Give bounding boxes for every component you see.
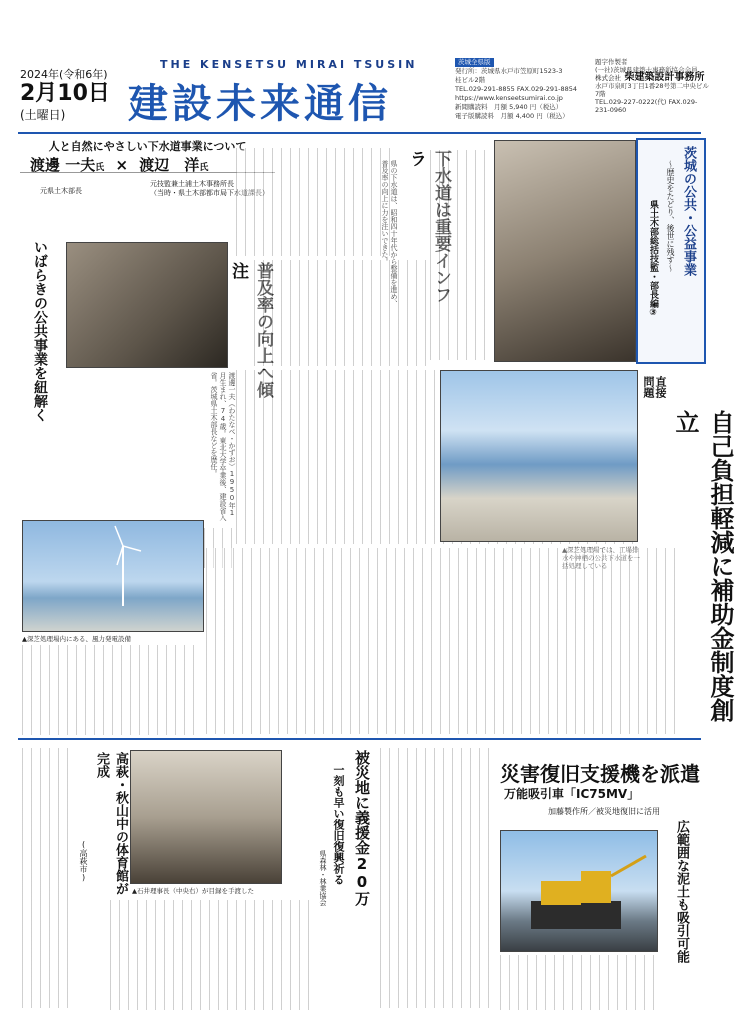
edition-tag: 茨城全県版	[455, 58, 494, 67]
section-divider	[18, 738, 701, 740]
direct-question-label-1: 直接	[654, 376, 667, 398]
suction-vehicle-icon	[501, 831, 657, 951]
issue-date	[20, 66, 120, 123]
issue-day: 2月10日	[20, 81, 110, 106]
interview-photo-left	[66, 242, 228, 368]
price-digital: 電子版購読料 月額 4,400 円（税込）	[455, 112, 569, 120]
wind-photo-caption: ▲深芝処理場内にある、風力発電設備	[22, 635, 131, 643]
treatment-plant-caption: ▲深芝処理場では、工場排水や神栖の公共下水道を一括処理している	[562, 546, 640, 570]
suction-vehicle-photo	[500, 830, 658, 952]
interview-names: 渡邊 一夫氏 × 渡辺 洋氏	[30, 156, 209, 174]
designer-tel: TEL.029-227-0222(代) FAX.029-231-0960	[595, 98, 698, 114]
direct-question-label-2: 問題	[642, 376, 655, 398]
donation-headline: 被災地に義援金20万	[353, 750, 371, 906]
host-role: 元技監兼土浦土木事務所長 （当時・県土木部都市局下水道課長）	[150, 180, 269, 197]
school-org: (高萩市)	[79, 840, 88, 882]
interview-photo-right	[494, 140, 636, 362]
school-body	[22, 748, 76, 1008]
publisher-info	[455, 58, 590, 121]
article-body-lower	[206, 548, 676, 734]
donation-org: 県森林・林業協会	[319, 850, 327, 906]
issue-weekday: (土曜日)	[20, 108, 66, 122]
interview-headline-2: 普及率の向上へ傾注	[228, 262, 273, 398]
series-title: 茨城の公共・公益事業	[681, 146, 696, 276]
price-paper: 新聞購読料 月額 5,940 円（税込）	[455, 103, 563, 111]
designer-assoc: (一社)茨城県建築士事務所協会会員	[595, 66, 698, 74]
interview-body-top	[236, 148, 396, 256]
series-edition: 県土木部総括技監・部長編③	[648, 200, 658, 318]
donation-body	[110, 900, 310, 1010]
interview-body-sample: 県の下水道は、昭和四十年代から整備を進め、普及率の向上に力を注いできた。	[381, 160, 398, 307]
designer-company: 株式会社 柴建築設計事務所	[595, 72, 705, 83]
donation-sub: 一刻も早い復旧復興祈る	[332, 764, 345, 885]
disaster-company: 加藤製作所／被災地復旧に活用	[548, 807, 660, 816]
donation-photo-caption: ▲石井理事長（中央右）が目録を手渡した	[132, 887, 254, 895]
publisher-building: 桂ビル2階	[455, 76, 486, 84]
publisher-office: 発行所：茨城県水戸市笠原町1523-3	[455, 67, 563, 75]
disaster-side-heading: 広範囲な泥土も吸引可能	[674, 820, 689, 963]
masthead-romaji: THE KENSETSU MIRAI TSUSIN	[160, 58, 418, 71]
publisher-url[interactable]: https://www.kenseetsumirai.co.jp	[455, 94, 563, 102]
article-body-lower-left	[22, 645, 202, 735]
interview-headline-1: 下水道は重要インフラ	[406, 150, 451, 303]
series-box	[636, 138, 706, 364]
series-subtitle: 〜歴史をたどり、後世に残す〜	[666, 160, 675, 272]
disaster-body	[500, 955, 656, 1010]
disaster-title: 災害復旧支援機を派遣	[500, 762, 700, 786]
title-designer-info	[595, 58, 710, 114]
guest-profile: 渡邊一夫（わたなべ・かずお）1950年1月生まれ、74歳。東北大学卒業後、建設省入省。茨城県土木部長などを歴任。	[210, 372, 236, 521]
wind-turbine-photo	[22, 520, 204, 632]
series-side-heading: いばらきの公共事業を紐解く	[32, 240, 48, 422]
school-headline: 高萩・秋山中の体育館が完成	[94, 752, 128, 895]
direct-question-headline: 自己負担軽減に補助金制度創立	[671, 410, 734, 722]
interview-body-mid	[254, 260, 434, 366]
donation-body-right	[380, 748, 492, 1008]
designer-label: 題字作製者	[595, 58, 628, 66]
masthead-divider	[18, 132, 701, 134]
designer-address: 水戸市泉町3丁目1番28号第二中央ビル7階	[595, 82, 710, 98]
issue-year: 2024年(令和6年)	[20, 68, 108, 81]
donation-photo	[130, 750, 282, 884]
guest-role: 元県土木部長	[40, 187, 82, 195]
masthead-title: 建設未来通信	[128, 81, 392, 127]
interview-body-right	[430, 150, 488, 360]
interview-theme: 人と自然にやさしい下水道事業について	[48, 140, 247, 153]
treatment-plant-photo	[440, 370, 638, 542]
wind-turbine-icon	[23, 521, 203, 631]
disaster-product: 万能吸引車「IC75MV」	[504, 787, 640, 801]
publisher-tel: TEL.029-291-8855 FAX.029-291-8854	[455, 85, 578, 93]
